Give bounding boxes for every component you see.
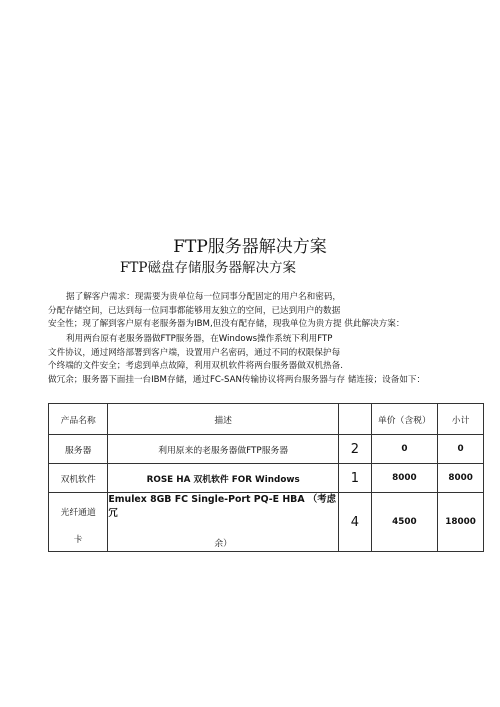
cell-product-name: 双机软件 <box>49 464 108 493</box>
equipment-table <box>48 403 484 552</box>
header-description: 描述 <box>108 404 339 435</box>
paragraph-requirements <box>48 291 468 332</box>
cell-unit-price: 8000 <box>371 464 437 493</box>
cell-description: ROSE HA 双机软件 FOR Windows <box>108 464 339 493</box>
table-row <box>49 464 484 493</box>
cell-description: 利用原来的老服务器做FTP服务器 <box>108 435 339 464</box>
cell-unit-price: 4500 <box>371 493 437 552</box>
paragraph-line: 文件协议，通过网络部署到客户端，设置用户名密码，通过不同的权限保护每 <box>48 347 341 358</box>
cell-text: 卡 <box>73 535 83 545</box>
header-unit-price: 单价（含税） <box>371 404 437 435</box>
header-quantity <box>338 404 371 435</box>
paragraph-solution <box>48 333 468 387</box>
table-row <box>49 435 484 464</box>
cell-quantity: 2 <box>338 435 371 464</box>
cell-product-name: 服务器 <box>49 435 108 464</box>
cell-quantity: 4 <box>338 493 371 552</box>
cell-subtotal: 0 <box>438 435 484 464</box>
paragraph-line: 安全性；现了解到客户原有老服务器为IBM,但没有配存储，现我单位为贵方提 供此解决方案： <box>48 319 405 329</box>
paragraph-line: 分配存储空间，已达到每一位同事都能够用友独立的空间，已达到用户的数据 <box>48 305 341 316</box>
paragraph-line: 利用两台原有老服务器做FTP服务器，在Windows操作系统下利用FTP <box>66 334 333 344</box>
header-product-name: 产品名称 <box>49 404 108 435</box>
cell-product-name <box>49 493 108 552</box>
cell-unit-price: 0 <box>371 435 437 464</box>
cell-text: Emulex 8GB FC Single-Port PQ-E HBA （考虑冗 <box>108 494 336 519</box>
cell-subtotal: 8000 <box>438 464 484 493</box>
paragraph-line: 个终端的文件安全；考虑到单点故障，利用双机软件将两台服务器做双机热备. <box>48 361 343 371</box>
table-header-row <box>49 404 484 435</box>
cell-text: 余） <box>214 539 232 549</box>
document-subtitle: FTP磁盘存储服务器解决方案 <box>120 260 296 276</box>
paragraph-line: 据了解客户需求：现需要为贵单位每一位同事分配固定的用户名和密码， <box>66 292 342 302</box>
cell-quantity: 1 <box>338 464 371 493</box>
cell-subtotal: 18000 <box>438 493 484 552</box>
header-subtotal: 小计 <box>438 404 484 435</box>
cell-description <box>108 493 339 552</box>
cell-text: 光纤通道 <box>60 508 96 518</box>
table-row <box>49 493 484 552</box>
document-title: FTP服务器解决方案 <box>173 237 327 257</box>
paragraph-line: 做冗余；服务器下面挂一台IBM存储，通过FC-SAN传输协议将两台服务器与存 储连接；设备如下： <box>48 374 426 385</box>
